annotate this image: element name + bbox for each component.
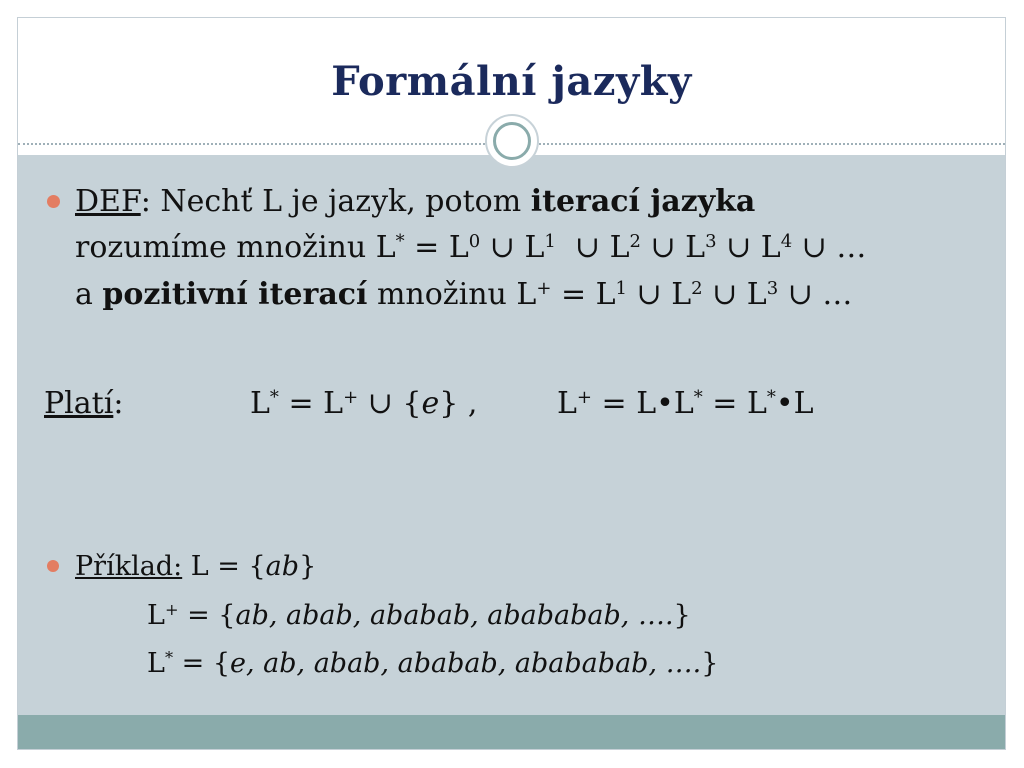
def2-text: ∪ L — [716, 230, 781, 265]
sup-plus: + — [576, 387, 593, 409]
sup-exp: 2 — [629, 231, 641, 253]
sup-plus: + — [343, 387, 359, 409]
formula-italic: e — [421, 386, 440, 421]
ring-ornament-icon — [485, 114, 539, 168]
formula-text: ∪ { — [358, 386, 422, 421]
formula-italic: e, ab, abab, ababab, abababab, …. — [230, 648, 702, 679]
def2-text: ∪ … — [792, 230, 867, 265]
sup-star: * — [693, 387, 703, 409]
def3-text: = L — [551, 277, 616, 312]
def3-text: a — [75, 277, 103, 312]
bullet-dot-icon — [47, 560, 59, 572]
formula-text: = { — [173, 648, 230, 679]
def-term: DEF — [75, 184, 141, 219]
def3-text: ∪ L — [702, 277, 767, 312]
def-bold-positive: pozitivní iterací — [102, 277, 368, 312]
bullet-dot-icon — [47, 195, 60, 208]
formula-text: } — [701, 648, 719, 679]
sup-exp: 3 — [705, 231, 717, 253]
slide — [17, 17, 1006, 750]
plati-formula-1 — [250, 381, 477, 426]
formula-italic: ab, abab, ababab, abababab, …. — [235, 600, 674, 631]
lplus-line — [147, 596, 691, 636]
ring-inner — [493, 122, 531, 160]
sup-exp: 2 — [691, 278, 703, 300]
priklad-text: L = { — [182, 551, 266, 582]
def-line-3 — [75, 272, 852, 317]
sup-exp: 4 — [780, 231, 793, 253]
def-line-1 — [75, 179, 755, 224]
slide-title: Formální jazyky — [331, 58, 692, 105]
def2-text: ∪ L — [480, 230, 545, 265]
sup-plus: + — [536, 278, 552, 300]
def3-text: ∪ … — [778, 277, 853, 312]
def2-text: = L — [404, 230, 469, 265]
formula-text: } , — [439, 386, 478, 421]
lstar-line — [147, 644, 718, 684]
formula-text: L — [147, 600, 165, 631]
priklad-label: Příklad: — [75, 551, 183, 582]
formula-text: L — [557, 386, 577, 421]
sup-star: * — [269, 387, 279, 409]
plati-colon: : — [113, 386, 124, 421]
def3-text: množinu L — [367, 277, 537, 312]
sup-star: * — [766, 387, 776, 409]
formula-text: } — [673, 600, 691, 631]
formula-text: L — [250, 386, 270, 421]
priklad-text: } — [299, 551, 317, 582]
def-text: : Nechť L je jazyk, potom — [140, 184, 531, 219]
plati-label: Platí — [44, 386, 114, 421]
sup-exp: 0 — [468, 231, 481, 253]
sup-exp: 3 — [766, 278, 779, 300]
def-line-2 — [75, 225, 866, 270]
formula-text: = L — [702, 386, 767, 421]
sup-exp: 1 — [544, 231, 556, 253]
priklad-line — [75, 547, 316, 587]
sup-star: * — [164, 648, 174, 668]
formula-text: = L•L — [592, 386, 694, 421]
priklad-italic: ab — [265, 551, 300, 582]
sup-star: * — [395, 231, 405, 253]
formula-text: L — [147, 648, 165, 679]
formula-text: = L — [278, 386, 344, 421]
footer-band — [18, 715, 1005, 749]
plati-formula-2 — [557, 381, 814, 426]
def2-text: rozumíme množinu L — [75, 230, 396, 265]
def2-text: ∪ L — [555, 230, 630, 265]
def-bold-iteration: iterací jazyka — [530, 184, 756, 219]
def2-text: ∪ L — [640, 230, 706, 265]
sup-exp: 1 — [615, 278, 627, 300]
def3-text: ∪ L — [627, 277, 692, 312]
plati-line — [44, 381, 123, 426]
sup-plus: + — [164, 600, 179, 620]
formula-text: = { — [178, 600, 236, 631]
formula-text: •L — [775, 386, 814, 421]
